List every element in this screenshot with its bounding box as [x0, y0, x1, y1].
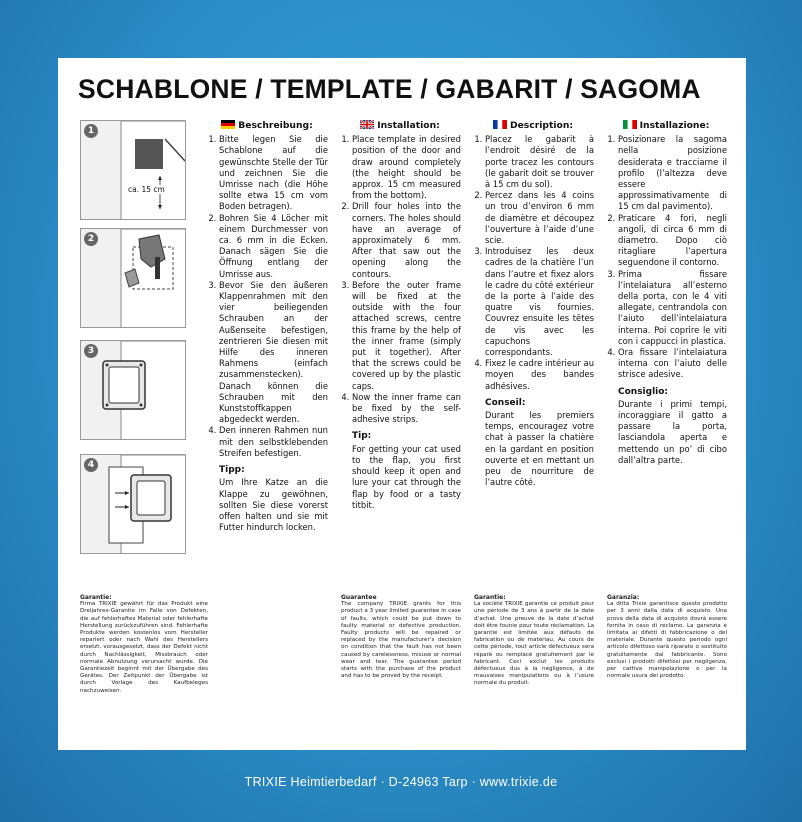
- german-step: 1. Bitte legen Sie die Schablone auf die gewünschte Stelle der Tür und zeichnen Sie die Umrisse nach (die Höhe sollte etwa 15 cm vom Boden betragen).: [219, 134, 328, 212]
- french-heading: Description:: [509, 120, 574, 131]
- height-measure-label: ca. 15 cm: [128, 185, 165, 194]
- italian-steps: [605, 134, 727, 380]
- french-steps: [472, 134, 594, 392]
- guarantee-italian-heading: Garanzia:: [607, 594, 640, 601]
- guarantee-french-text: La société TRIXIE garantie ce produit pour une période de 3 ans à partir de la date d’achat. Une preuve de la date d’achat doit être founie pour toute réclamation. La garantie est limitée aux défauts de fabrication ou de matériau. Au cours de cette période, tout article défectueux sera réparé ou remplacé gratuitement par le fabricant. Ceci exclut les produits défectueux dus à la négligence, à de mauvaises manipulations ou à l’usure normale du produit.: [474, 601, 594, 687]
- figure-2: [80, 228, 186, 328]
- drilling-illustration: [81, 229, 186, 328]
- footer-address: TRIXIE Heimtierbedarf · D-24963 Tarp · www.trixie.de: [244, 775, 558, 789]
- figure-3: [80, 340, 186, 440]
- french-flag-icon: [493, 120, 507, 129]
- figure-number: 1: [84, 124, 98, 138]
- outer-frame-illustration: [81, 341, 186, 440]
- german-step: 2. Bohren Sie 4 Löcher mit einem Durchmesser von ca. 6 mm in die Ecken. Danach sägen Sie die Öffnung entlang der Umrisse aus.: [219, 213, 328, 280]
- german-step: 4. Den inneren Rahmen nun mit den selbstklebenden Streifen befestigen.: [219, 425, 328, 459]
- german-tip-text: Um Ihre Katze an die Klappe zu gewöhnen, sollten Sie diese vorerst offen halten und sie mit Futter hindurch locken.: [219, 477, 328, 533]
- guarantee-french: [474, 594, 594, 688]
- english-steps: [339, 134, 461, 425]
- english-step: 1. Place template in desired position of the door and draw around completely (the height should be approx. 15 cm measured from the bottom).: [352, 134, 461, 201]
- figure-number: 3: [84, 344, 98, 358]
- guarantee-french-heading: Garantie:: [474, 594, 506, 601]
- english-heading: Installation:: [377, 120, 440, 131]
- figure-4: [80, 454, 186, 554]
- french-tip-heading: Conseil:: [485, 397, 526, 408]
- german-step: 3. Bevor Sie den äußeren Klappenrahmen mit den vier beiliegenden Schrauben an der Außenseite befestigen, zentrieren Sie diesen mit Hilfe des inneren Rahmens (einfach zusammenstecken). Danach können die Schrauben mit den Kunststoffkappen abgedeckt werden.: [219, 280, 328, 426]
- instructions-english: [339, 120, 461, 511]
- instructions-french: [472, 120, 594, 489]
- guarantee-german-text: Firma TRIXIE gewährt für das Produkt eine Dreijahres-Garantie im Falle von Defekten, die auf fehlerhaftes Material oder fehlerhafte Herstellung zurückzuführen sind. Fehlerhafte Produkte werden kostenlos vom Hersteller repariert oder nach Wahl des Herstellers ersetzt, vorausgesetzt, dass der Defekt nicht durch Nachlässigkeit, Missbrauch oder normale Abnutzung verursacht wurde. Die Garantiezeit beginnt mit der Übergabe des Gerätes. Der Zeitpunkt der Übergabe ist durch Vorlage des Kaufbeleges nachzuweisen.: [80, 601, 208, 694]
- italian-tip-text: Durante i primi tempi, incoraggiare il gatto a passare la porta, lasciandola aperta e mettendo un po’ di cibo dall’altra parte.: [618, 398, 727, 465]
- figure-number: 4: [84, 458, 98, 472]
- instructions-german: [206, 120, 328, 533]
- italian-heading: Installazione:: [639, 120, 710, 131]
- german-flag-icon: [221, 120, 235, 129]
- french-step: 2. Percez dans les 4 coins un trou d’environ 6 mm de diamètre et découpez l’ouverture à l’aide d’une scie.: [485, 190, 594, 246]
- italian-step: 3. Prima fissare l’intelaiatura all’esterno della porta, con le 4 viti allegate, centrandola con l’aiuto dell’intelaiatura interna. Poi coprire le viti con i cappucci in plastica.: [618, 269, 727, 347]
- guarantee-german-heading: Garantie:: [80, 594, 112, 601]
- german-steps: [206, 134, 328, 459]
- french-step: 3. Introduisez les deux cadres de la chatière l’un dans l’autre et fixez alors le cadre du côté extérieur de la porte à l’aide des quatre vis fournies. Couvrez ensuite les têtes de vis avec les capuchons correspondants.: [485, 246, 594, 358]
- german-tip-heading: Tipp:: [219, 465, 245, 476]
- english-tip-heading: Tip:: [352, 431, 372, 442]
- instructions-italian: [605, 120, 727, 466]
- uk-flag-icon: [360, 120, 374, 129]
- italian-flag-icon: [623, 120, 637, 129]
- guarantee-german: [80, 594, 208, 695]
- italian-step: 1. Posizionare la sagoma nella posizione desiderata e tracciarne il profilo (l’altezza deve essere approssimativamente di 15 cm dal pavimento).: [618, 134, 727, 212]
- italian-tip-heading: Consiglio:: [618, 386, 669, 397]
- door-template-illustration: [81, 121, 186, 220]
- page-title: SCHABLONE / TEMPLATE / GABARIT / SAGOMA: [78, 74, 701, 104]
- guarantee-english-heading: Guarantee: [341, 594, 377, 601]
- inner-frame-illustration: [81, 455, 186, 554]
- guarantee-english: [341, 594, 461, 680]
- guarantee-italian-text: La ditta Trixie garantisce questo prodotto per 3 anni dalla data di acquisto. Una prova della data di acquisto dovrà essere fornita in caso di reclamo. La garanzia è limitata ai difetti di fabbricazione o del materiale. Durante questo periodo ogni articolo difettoso sarà riparato o sostituito gratuitamente dal fabbricante. Sono esclusi i prodotti difettosi per negligenza, per cattiva manipolazione o per la normale usura del prodotto.: [607, 601, 727, 680]
- german-heading: Beschreibung:: [238, 120, 313, 131]
- italian-step: 2. Praticare 4 fori, negli angoli, di circa 6 mm di diametro. Dopo ciò ritagliare l’apertura seguendone il contorno.: [618, 213, 727, 269]
- english-step: 4. Now the inner frame can be fixed by the self-adhesive strips.: [352, 392, 461, 426]
- english-step: 3. Before the outer frame will be fixed at the outside with the four attached screws, centre this frame by the help of the inner frame (simply put it together). After that the screws could be covered up by the plastic caps.: [352, 280, 461, 392]
- template-sheet: [58, 58, 746, 750]
- figure-1: [80, 120, 186, 220]
- guarantee-italian: [607, 594, 727, 680]
- english-step: 2. Drill four holes into the corners. The holes should have an average of approximately 6 mm. After that saw out the opening along the contours.: [352, 201, 461, 279]
- italian-step: 4. Ora fissare l’intelaiatura interna con l’aiuto delle strisce adesive.: [618, 347, 727, 381]
- french-step: 1. Placez le gabarit à l’endroit désiré de la porte tracez les contours (le gabarit doit se trouver à 15 cm du sol).: [485, 134, 594, 190]
- figure-number: 2: [84, 232, 98, 246]
- guarantee-english-text: The company TRIXIE grants for this product a 3 year limited guarantee in case of faults, which could be put down to faulty material or defective production. Faulty products will be repaired or replaced by the manufacturer’s decision on condition that the fault has not been caused by carelessness, misuse or normal wear and tear. The guarantee period starts with the purchase of the product and has to be proved by the receipt.: [341, 601, 461, 680]
- english-tip-text: For getting your cat used to the flap, you first should keep it open and lure your cat through the flap by food or a tasty titbit.: [352, 443, 461, 510]
- french-step: 4. Fixez le cadre intérieur au moyen des bandes adhésives.: [485, 358, 594, 392]
- french-tip-text: Durant les premiers temps, encouragez votre chat à passer la chatière en la gardant en position ouverte et en mettant un peu de nourriture de l’autre côté.: [485, 410, 594, 488]
